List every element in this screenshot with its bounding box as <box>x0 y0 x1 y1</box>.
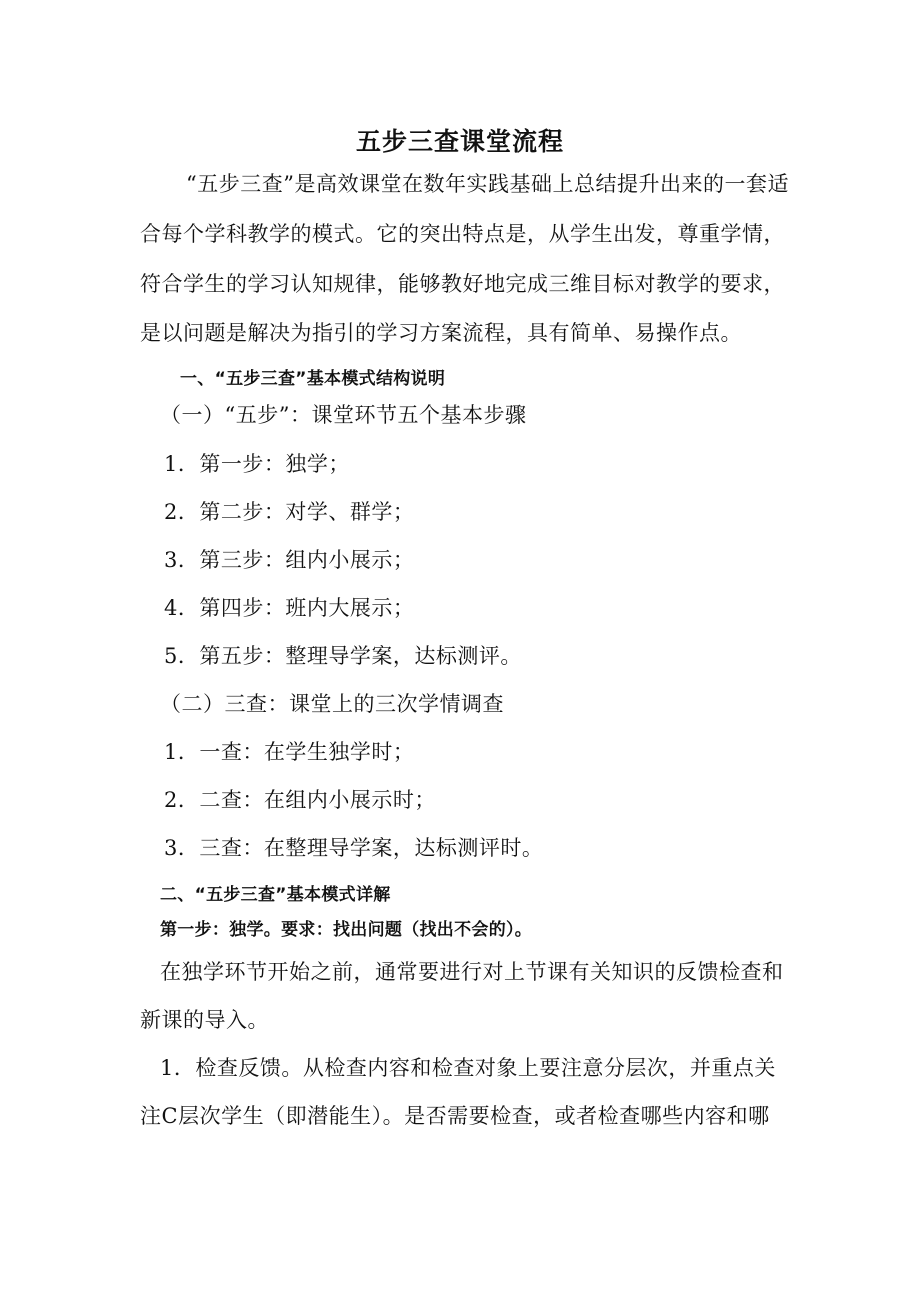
intro-line: “五步三查”是高效课堂在数年实践基础上总结提升出来的一套适 <box>186 172 789 196</box>
list-item: 2．第二步：对学、群学； <box>164 500 415 524</box>
paragraph-line: 注C层次学生（即潜能生）。是否需要检查，或者检查哪些内容和哪 <box>140 1104 770 1128</box>
intro-line: 符合学生的学习认知规律，能够教好地完成三维目标对教学的要求， <box>140 272 785 296</box>
part-2-heading: （二）三查：课堂上的三次学情调查 <box>160 692 504 716</box>
list-item: 2．二查：在组内小展示时； <box>164 788 436 812</box>
list-item: 1．第一步：独学； <box>164 452 350 476</box>
intro-line: 合每个学科教学的模式。它的突出特点是，从学生出发，尊重学情， <box>140 222 785 246</box>
part-1-heading: （一）“五步”：课堂环节五个基本步骤 <box>160 403 527 427</box>
list-item: 4．第四步：班内大展示； <box>164 596 415 620</box>
intro-line: 是以问题是解决为指引的学习方案流程，具有简单、易操作点。 <box>140 321 742 345</box>
document-title: 五步三查课堂流程 <box>355 127 564 156</box>
section-1-heading: 一、“五步三查”基本模式结构说明 <box>180 369 446 389</box>
paragraph-line: 1．检查反馈。从检查内容和检查对象上要注意分层次，并重点关 <box>160 1056 776 1080</box>
list-item: 3．第三步：组内小展示； <box>164 548 415 572</box>
step-1-heading: 第一步：独学。要求：找出问题（找出不会的）。 <box>160 920 533 940</box>
paragraph-line: 在独学环节开始之前，通常要进行对上节课有关知识的反馈检查和 <box>160 960 784 984</box>
list-item: 1．一查：在学生独学时； <box>164 740 415 764</box>
paragraph-line: 新课的导入。 <box>140 1008 269 1032</box>
list-item: 3．三查：在整理导学案，达标测评时。 <box>164 836 544 860</box>
list-item: 5．第五步：整理导学案，达标测评。 <box>164 644 522 668</box>
section-2-heading: 二、“五步三查”基本模式详解 <box>160 885 391 905</box>
